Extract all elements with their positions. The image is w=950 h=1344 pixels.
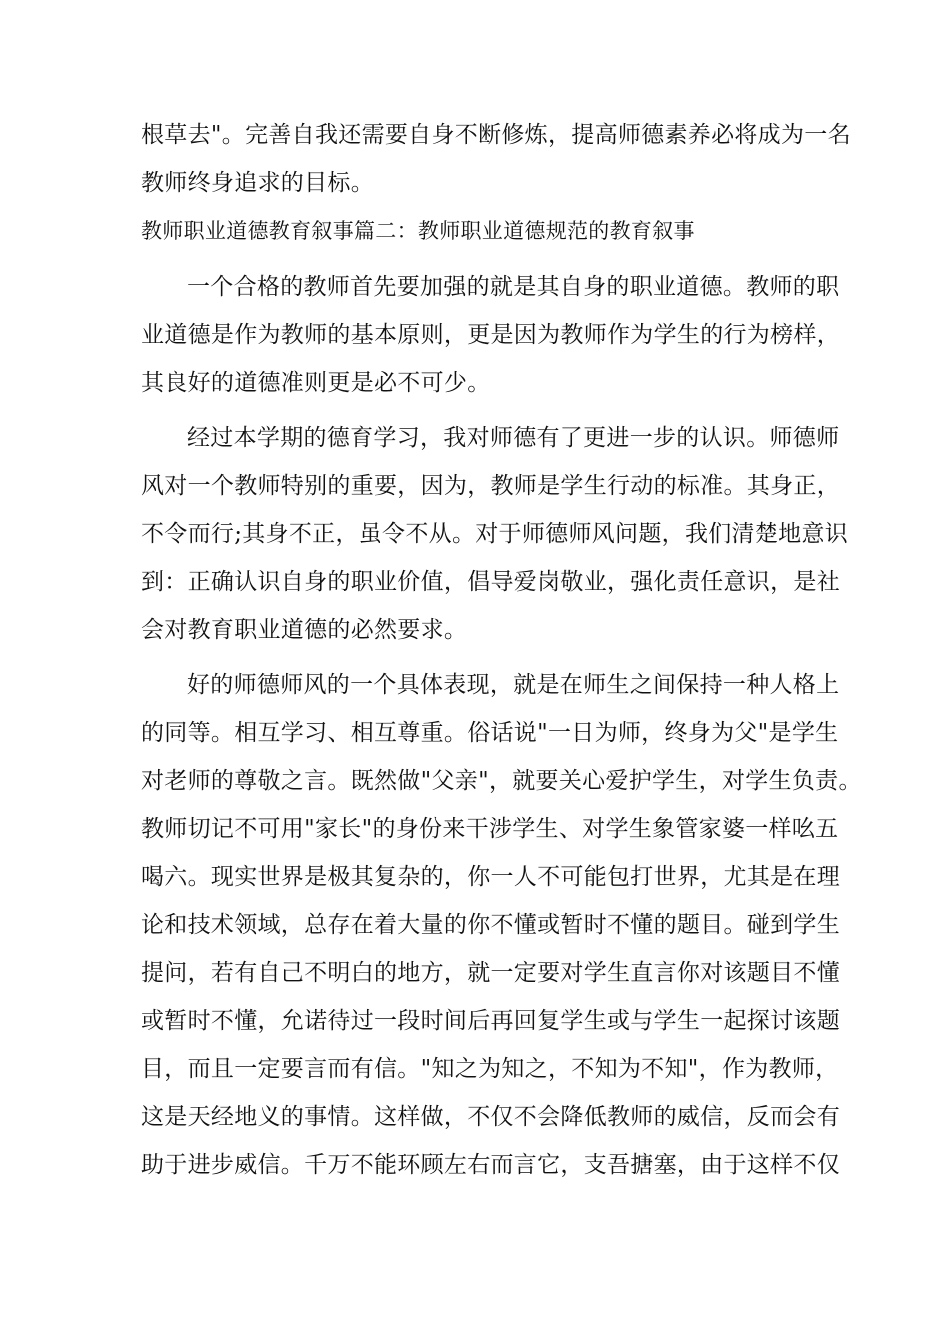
paragraph-3-line-2: 的同等。相互学习、相互尊重。俗话说"一日为师，终身为父"是学生 <box>141 720 839 746</box>
paragraph-3-line-1: 好的师德师风的一个具体表现，就是在师生之间保持一种人格上 <box>187 672 840 698</box>
paragraph-3-line-7: 提问，若有自己不明白的地方，就一定要对学生直言你对该题目不懂 <box>141 960 840 986</box>
paragraph-0-line-2: 教师终身追求的目标。 <box>141 170 374 196</box>
paragraph-3-line-11: 助于进步威信。千万不能环顾左右而言它，支吾搪塞，由于这样不仅 <box>141 1152 840 1178</box>
paragraph-2-line-4: 到：正确认识自身的职业价值，倡导爱岗敬业，强化责任意识，是社 <box>141 569 840 595</box>
paragraph-2-line-3: 不令而行;其身不正，虽令不从。对于师德师风问题，我们清楚地意识 <box>141 521 849 547</box>
section-title: 教师职业道德教育叙事篇二：教师职业道德规范的教育叙事 <box>141 219 695 243</box>
paragraph-0-line-1: 根草去"。完善自我还需要自身不断修炼，提高师德素养必将成为一名 <box>141 122 851 148</box>
paragraph-2-line-5: 会对教育职业道德的必然要求。 <box>141 617 468 643</box>
paragraph-2-line-1: 经过本学期的德育学习，我对师德有了更进一步的认识。师德师 <box>187 425 840 451</box>
paragraph-3-line-9: 目，而且一定要言而有信。"知之为知之，不知为不知"，作为教师， <box>141 1056 839 1082</box>
paragraph-3-line-3: 对老师的尊敬之言。既然做"父亲"，就要关心爱护学生，对学生负责。 <box>141 768 862 794</box>
paragraph-2-line-2: 风对一个教师特别的重要，因为，教师是学生行动的标准。其身正， <box>141 473 840 499</box>
paragraph-1-line-3: 其良好的道德准则更是必不可少。 <box>141 370 491 396</box>
paragraph-3-line-10: 这是天经地义的事情。这样做，不仅不会降低教师的威信，反而会有 <box>141 1104 840 1130</box>
paragraph-1-line-1: 一个合格的教师首先要加强的就是其自身的职业道德。教师的职 <box>187 274 840 300</box>
paragraph-3-line-5: 喝六。现实世界是极其复杂的，你一人不可能包打世界，尤其是在理 <box>141 864 840 890</box>
paragraph-3-line-6: 论和技术领域，总存在着大量的你不懂或暂时不懂的题目。碰到学生 <box>141 912 840 938</box>
paragraph-3-line-8: 或暂时不懂，允诺待过一段时间后再回复学生或与学生一起探讨该题 <box>141 1008 840 1034</box>
paragraph-1-line-2: 业道德是作为教师的基本原则，更是因为教师作为学生的行为榜样， <box>141 322 840 348</box>
paragraph-3-line-4: 教师切记不可用"家长"的身份来干涉学生、对学生象管家婆一样吆五 <box>141 816 839 842</box>
